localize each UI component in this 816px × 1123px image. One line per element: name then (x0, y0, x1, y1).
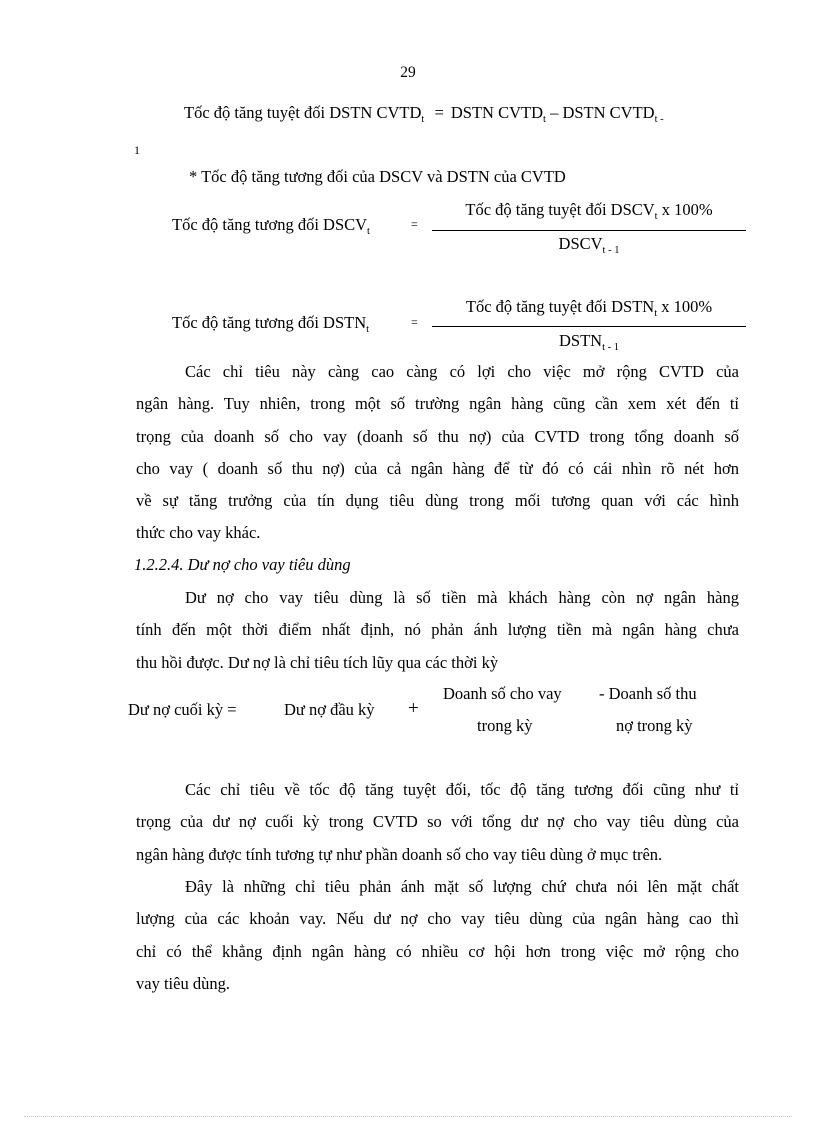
formula-dstn-label: Tốc độ tăng tương đối $DSTN_t$ (172, 313, 370, 335)
paragraph-1 (136, 356, 739, 550)
paragraph-line: Các chỉ tiêu này càng cao càng có lợi cho việc mở rộng CVTD của (185, 362, 739, 381)
formula-dscv-eq: = (411, 217, 418, 231)
formula-dstn-eq: = (411, 315, 418, 329)
page-number: 29 (400, 64, 416, 81)
page-bottom-border (24, 1116, 792, 1117)
paragraph-line: vay tiêu dùng. (136, 973, 230, 993)
paragraph-line: tính đến một thời điểm nhất định, nó phản ánh lượng tiền mà ngân hàng chưa (136, 620, 739, 640)
paragraph-line: Dư nợ cho vay tiêu dùng là số tiền mà khách hàng còn nợ ngân hàng (185, 588, 739, 607)
paragraph-line: trọng của doanh số cho vay (doanh số thu nợ) của CVTD trong tổng doanh số (136, 426, 739, 446)
paragraph-line: lượng của các khoản vay. Nếu dư nợ cho vay tiêu dùng của ngân hàng cao thì (136, 909, 739, 929)
formula-abs-label: Tốc độ tăng tuyệt đối DSTN CVTD (184, 103, 422, 122)
formula-debt-term2-bottom: trong kỳ (477, 716, 533, 735)
formula-abs-rhs1-sub: t (543, 114, 546, 125)
formula-abs-rhs2: DSTN CVTD (562, 103, 655, 122)
formula-debt-term3-top: - Doanh số thu (599, 684, 697, 703)
formula-debt-plus: + (408, 698, 419, 719)
formula-debt-term2-top: Doanh số cho vay (443, 684, 562, 703)
section-heading: 1.2.2.4. Dư nợ cho vay tiêu dùng (134, 555, 351, 574)
paragraph-line: Đây là những chỉ tiêu phản ánh mặt số lượng chứ chưa nói lên mặt chất (185, 877, 739, 896)
formula-abs-eq: = (434, 103, 444, 122)
formula-debt-term1: Dư nợ đầu kỳ (284, 700, 375, 719)
formula-abs-wrap: 1 (134, 143, 140, 157)
formula-abs-rhs2-sub: t - (654, 114, 664, 125)
formula-dscv-fraction-bar (432, 230, 746, 231)
paragraph-4 (136, 871, 739, 1000)
paragraph-line: trọng của dư nợ cuối kỳ trong CVTD so với tổng dư nợ cho vay tiêu dùng của (136, 812, 739, 832)
formula-abs-sub: t (421, 114, 425, 125)
formula-absolute-growth (184, 103, 664, 123)
paragraph-line: thức cho vay khác. (136, 523, 261, 543)
section-note: * Tốc độ tăng tương đối của DSCV và DSTN của CVTD (189, 167, 566, 186)
formula-dstn-denominator: $DSTN_{t - 1}$ (558, 331, 619, 353)
paragraph-line: ngân hàng được tính tương tự như phần doanh số cho vay tiêu dùng ở mục trên. (136, 844, 663, 864)
formula-debt-lhs: Dư nợ cuối kỳ = (128, 700, 237, 719)
paragraph-line: ngân hàng. Tuy nhiên, trong một số trường ngân hàng cũng cần xem xét đến tỉ (136, 394, 739, 414)
paragraph-3 (136, 774, 739, 871)
formula-dscv-label: Tốc độ tăng tương đối $DSCV_t$ (172, 215, 370, 237)
formula-abs-minus: – (550, 103, 559, 122)
formula-dscv-numerator: Tốc độ tăng tuyệt đối $DSCV_t$ x 100% (465, 200, 713, 222)
formula-debt-term3-bottom: nợ trong kỳ (616, 716, 693, 735)
paragraph-line: chỉ có thể khẳng định ngân hàng có nhiều cơ hội hơn trong việc mở rộng cho (136, 941, 739, 961)
formula-dstn-fraction-bar (432, 326, 746, 327)
paragraph-line: thu hồi được. Dư nợ là chỉ tiêu tích lũy qua các thời kỳ (136, 652, 499, 672)
paragraph-line: về sự tăng trưởng của tín dụng tiêu dùng trong mối tương quan với các hình (136, 491, 739, 511)
paragraph-line: cho vay ( doanh số thu nợ) của cả ngân hàng để từ đó có cái nhìn rõ nét hơn (136, 458, 739, 478)
formula-dscv-denominator: $DSCV_{t - 1}$ (558, 234, 620, 256)
paragraph-line: Các chỉ tiêu về tốc độ tăng tuyệt đối, tốc độ tăng tương đối cũng như tỉ (185, 780, 739, 799)
paragraph-2 (136, 582, 739, 679)
formula-abs-rhs1: DSTN CVTD (450, 103, 544, 122)
formula-dstn-numerator: Tốc độ tăng tuyệt đối $DSTN_t$ x 100% (465, 297, 713, 319)
